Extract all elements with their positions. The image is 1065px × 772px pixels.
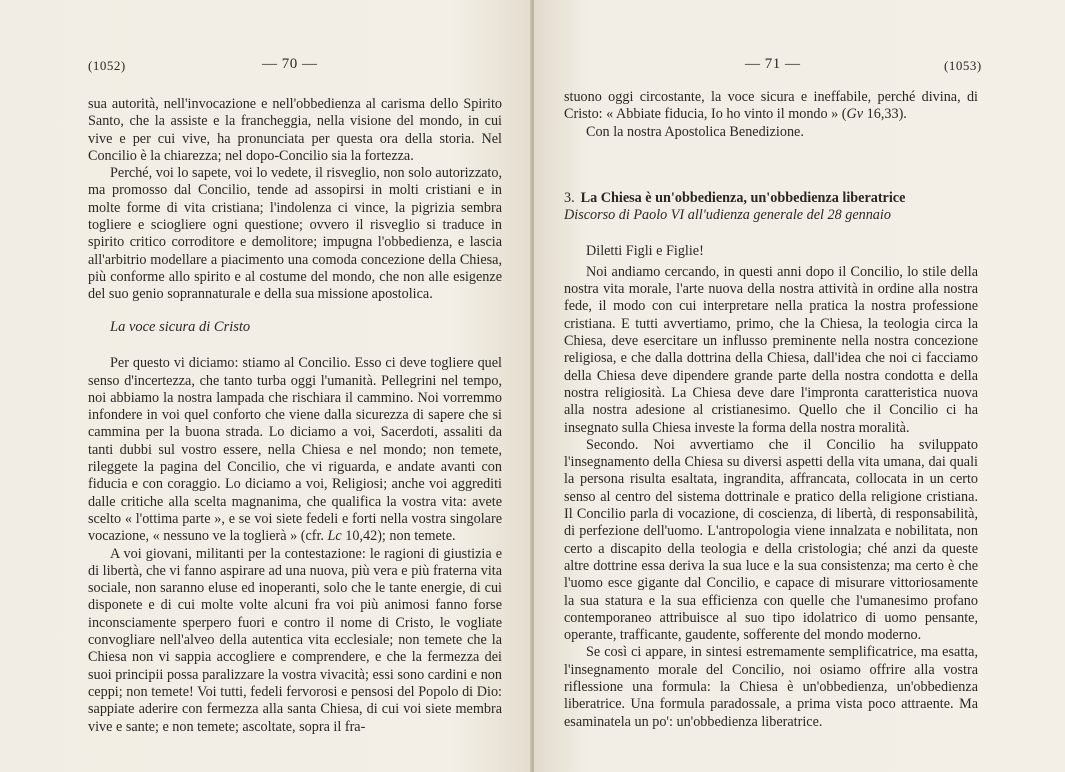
salutation: Diletti Figli e Figlie! <box>586 242 704 259</box>
left-section-marker: (1052) <box>88 58 126 73</box>
right-paragraph-1: stuono oggi circostante, la voce sicura e ineffabile, perché divina, di Cristo: « Abbiate fiducia, Io ho vinto il mondo » (Gv 16,33). <box>564 89 978 123</box>
left-page <box>0 0 532 772</box>
right-paragraph-5: Se così ci appare, in sintesi estremamente semplificatrice, ma esatta, l'insegnamento morale del Concilio, noi osiamo offrire alla vostra riflessione una formula: la Chiesa è un'obbedienza, un'obbedienza liberatrice. Una formula paradossale, a prima vista poco attraente. Ma esaminatela un po': un'obbedienza liberatrice. <box>564 644 978 730</box>
right-body-top <box>564 89 978 141</box>
right-paragraph-4: Secondo. Noi avvertiamo che il Concilio ha sviluppato l'insegnamento della Chiesa su diversi aspetti della vita umana, dai quali la persona risulta esaltata, ingrandita, affrancata, collocata in un certo senso al centro del sistema dottrinale e pratico della religione cristiana. Il Concilio parla di vocazione, di coscienza, di libertà, di responsabilità, di perfezione dell'uomo. L'antropologia viene innalzata e nobilitata, non certo a discapito della teologia e della cristologia; ché anzi da queste altre dottrine essa deriva la sua luce e la sua consistenza; ma certo è che l'uomo esce gigante dal Concilio, e capace di misurare vittoriosamente la sua statura e la sua efficienza con quelle che l'umanesimo profano contemporaneo attribuisce al suo tipo idolatrico di uomo pensante, operante, trafficante, gaudente, sofferente del mondo moderno. <box>564 436 978 644</box>
left-body-bottom <box>88 319 502 736</box>
left-paragraph-1: sua autorità, nell'invocazione e nell'obbedienza al carisma dello Spirito Santo, che la assiste e la francheggia, nella visione del mondo, in cui vive e per cui vive, ha pronunciata per questa ora della storia. Nel Concilio è la chiarezza; nel dopo-Concilio sia la fortezza. <box>88 96 502 164</box>
left-subheading: La voce sicura di Cristo <box>110 319 251 335</box>
right-body-section <box>564 190 978 731</box>
right-page <box>534 0 1065 772</box>
section-subtitle: Discorso di Paolo VI all'udienza generale del 28 gennaio <box>564 207 891 224</box>
left-paragraph-3: Per questo vi diciamo: stiamo al Concilio. Esso ci deve togliere quel senso d'incertezza, che tanto turba oggi l'umanità. Pellegrini nel tempo, noi abbiamo la nostra lampada che rischiara il cammino. Noi vorremmo infondere in voi quel conforto che viene dalla sicurezza di sapere che si cammina per la buona strada. Lo diciamo a voi, Sacerdoti, assaliti da tanti dubbi sul vostro essere, nella Chiesa e nel mondo; non temete, rileggete la pagina del Concilio, che vi riguarda, e andate avanti con fiducia e con coraggio. Lo diciamo a voi, Religiosi; anche voi aggrediti dalle critiche alla scelta magnanima, che qualifica la vostra vita: avete scelto « l'ottima parte », e se voi siete fedeli e forti nella vostra singolare vocazione, « nessuno ve la toglierà » (cfr. Lc 10,42); non temete. <box>88 355 502 545</box>
right-paragraph-2: Con la nostra Apostolica Benedizione. <box>586 123 804 140</box>
right-page-number: — 71 — <box>745 56 801 72</box>
left-body-top <box>88 96 502 304</box>
left-paragraph-4: A voi giovani, militanti per la contestazione: le ragioni di giustizia e di libertà, che vi fanno aspirare ad una nuova, più vera e più fraterna vita sociale, non saranno eluse ed inoperanti, solo che le tante energie, di cui disponete e di cui molte volte alcuni fra voi più animosi fanno forse inconsciamente sperpero fuori e contro il nome di Cristo, le vogliate convogliare nell'alveo della autentica vita ecclesiale; non temete che la Chiesa non vi sappia accogliere e comprendere, e che la fermezza dei suoi principii possa paralizzare la vostra vivacità; essi sono cardini e non ceppi; non temete! Voi tutti, fedeli fervorosi e pensosi del Popolo di Dio: sappiate aderire con fermezza alla santa Chiesa, di cui voi siete membra vive e sante; e non temete; ascoltate, sopra il fra- <box>88 545 502 735</box>
left-paragraph-2: Perché, voi lo sapete, voi lo vedete, il risveglio, non solo autorizzato, ma promosso dal Concilio, tende ad assopirsi in molti cristiani e in molte forme di vita cristiana; l'indolenza ci vince, la pigrizia sembra togliere e sciogliere ogni questione; ovvero il risveglio si traduce in spirito critico corroditore e demolitore; impugna l'obbedienza, e lascia all'arbitrio modellare a piacimento una comoda concezione della Chiesa, più conforme allo spirito e al costume del mondo, che non alle esigenze del suo genio soprannaturale e della sua missione apostolica. <box>88 165 502 303</box>
right-paragraph-3: Noi andiamo cercando, in questi anni dopo il Concilio, lo stile della nostra vita morale, l'arte nuova della nostra attività in ordine alla nostra fede, il modo con cui interpretare nella pratica la nostra professione cristiana. E tutti avvertiamo, primo, che la Chiesa, la teologia circa la Chiesa, deve esercitare un influsso preminente nella nostra concezione religiosa, e che dalla dottrina della Chiesa, dall'idea che noi ci facciamo della Chiesa deve dipendere grande parte della nostra condotta e della nostra religiosità. La Chiesa deve dare l'impronta caratteristica nuova alla nostra adesione al cristianesimo. Quello che il Concilio ci ha insegnato sulla Chiesa investe la forma della nostra moralità. <box>564 263 978 436</box>
right-section-marker: (1053) <box>944 58 982 73</box>
section-heading <box>564 190 978 207</box>
left-page-number: — 70 — <box>262 56 318 72</box>
section-title: La Chiesa è un'obbedienza, un'obbedienza liberatrice <box>580 190 906 206</box>
section-number: 3. <box>564 190 575 206</box>
